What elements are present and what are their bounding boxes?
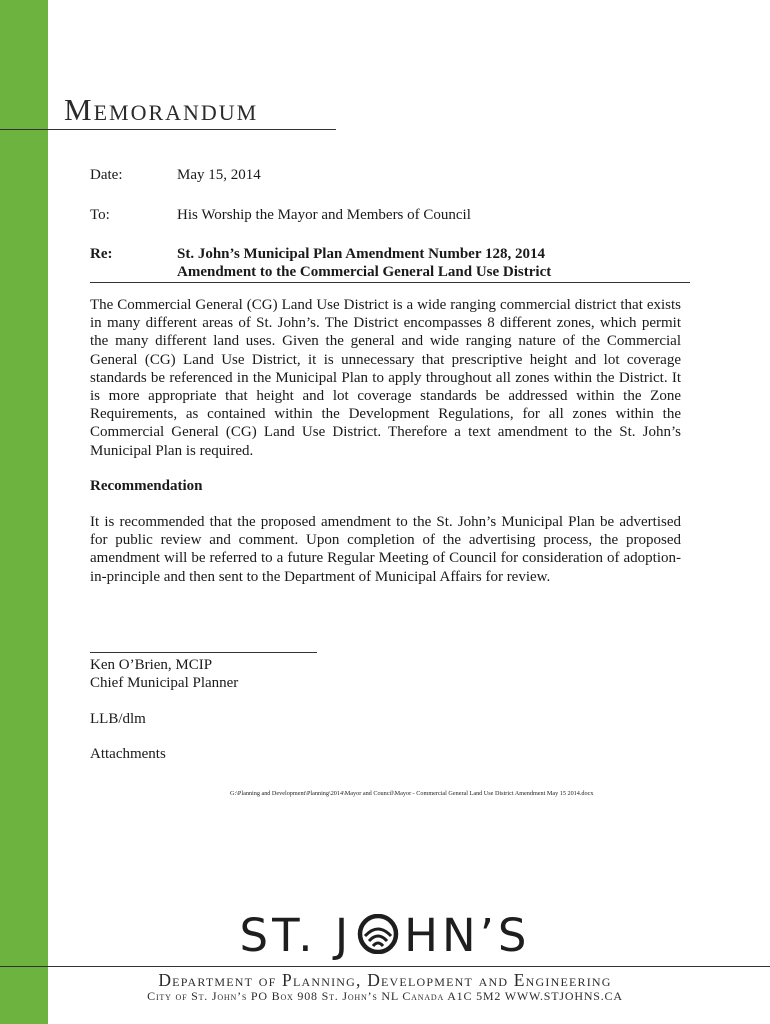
department-name: Department of Planning, Development and Engineering	[158, 970, 612, 990]
re-line-1: St. John’s Municipal Plan Amendment Number 128, 2014	[177, 246, 545, 262]
title-underline	[0, 129, 336, 130]
st-johns-logo	[0, 911, 770, 961]
address-line: City of St. John’s PO Box 908 St. John’s NL Canada A1C 5M2 WWW.STJOHNS.CA	[147, 989, 623, 1003]
date-label: Date:	[90, 167, 123, 183]
logo-text-part-2: HN’S	[404, 909, 531, 962]
signatory-name: Ken O’Brien, MCIP	[90, 657, 213, 673]
footer-rule	[0, 966, 770, 967]
re-line-2: Amendment to the Commercial General Land Use District	[177, 264, 552, 280]
signature-line	[90, 652, 317, 653]
re-label: Re:	[90, 246, 113, 262]
recommendation-heading: Recommendation	[90, 478, 203, 494]
to-label: To:	[90, 207, 110, 223]
logo-wave-o-icon	[354, 914, 402, 954]
recommendation-paragraph: It is recommended that the proposed amendment to the St. John’s Municipal Plan be advertised for public review and comment. Upon completion of the advertising process, the proposed amendment will be referred to a future Regular Meeting of Council for consideration of adoption-in-principle and then sent to the Department of Municipal Affairs for review.	[90, 514, 681, 585]
logo-text-part-1: ST. J	[239, 909, 353, 962]
initials: LLB/dlm	[90, 711, 146, 727]
subject-rule	[90, 282, 690, 283]
date-value: May 15, 2014	[177, 167, 261, 183]
body-paragraph: The Commercial General (CG) Land Use District is a wide ranging commercial district that exists in many different areas of St. John’s. The District encompasses 8 different zones, which permit the many different land uses. Given the general and wide ranging nature of the Commercial General (CG) Land Use District, it is unnecessary that prescriptive height and lot coverage standards be referenced in the Municipal Plan to apply throughout all zones within the District. It is more appropriate that height and lot coverage standards be addressed within the Zone Requirements, as contained within the Development Regulations, for all zones within the Commercial General (CG) Land Use District. Therefore a text amendment to the St. John’s Municipal Plan is required.	[90, 297, 681, 459]
green-side-bar	[0, 0, 48, 1024]
signatory-position: Chief Municipal Planner	[90, 675, 239, 691]
to-value: His Worship the Mayor and Members of Council	[177, 207, 471, 223]
attachments: Attachments	[90, 746, 166, 762]
memo-title: Memorandum	[64, 92, 259, 127]
file-path: G:\Planning and Development\Planning\2014\Mayor and Council\Mayor - Commercial General Land Use District Amendment May 15 2014.docx	[230, 790, 594, 797]
